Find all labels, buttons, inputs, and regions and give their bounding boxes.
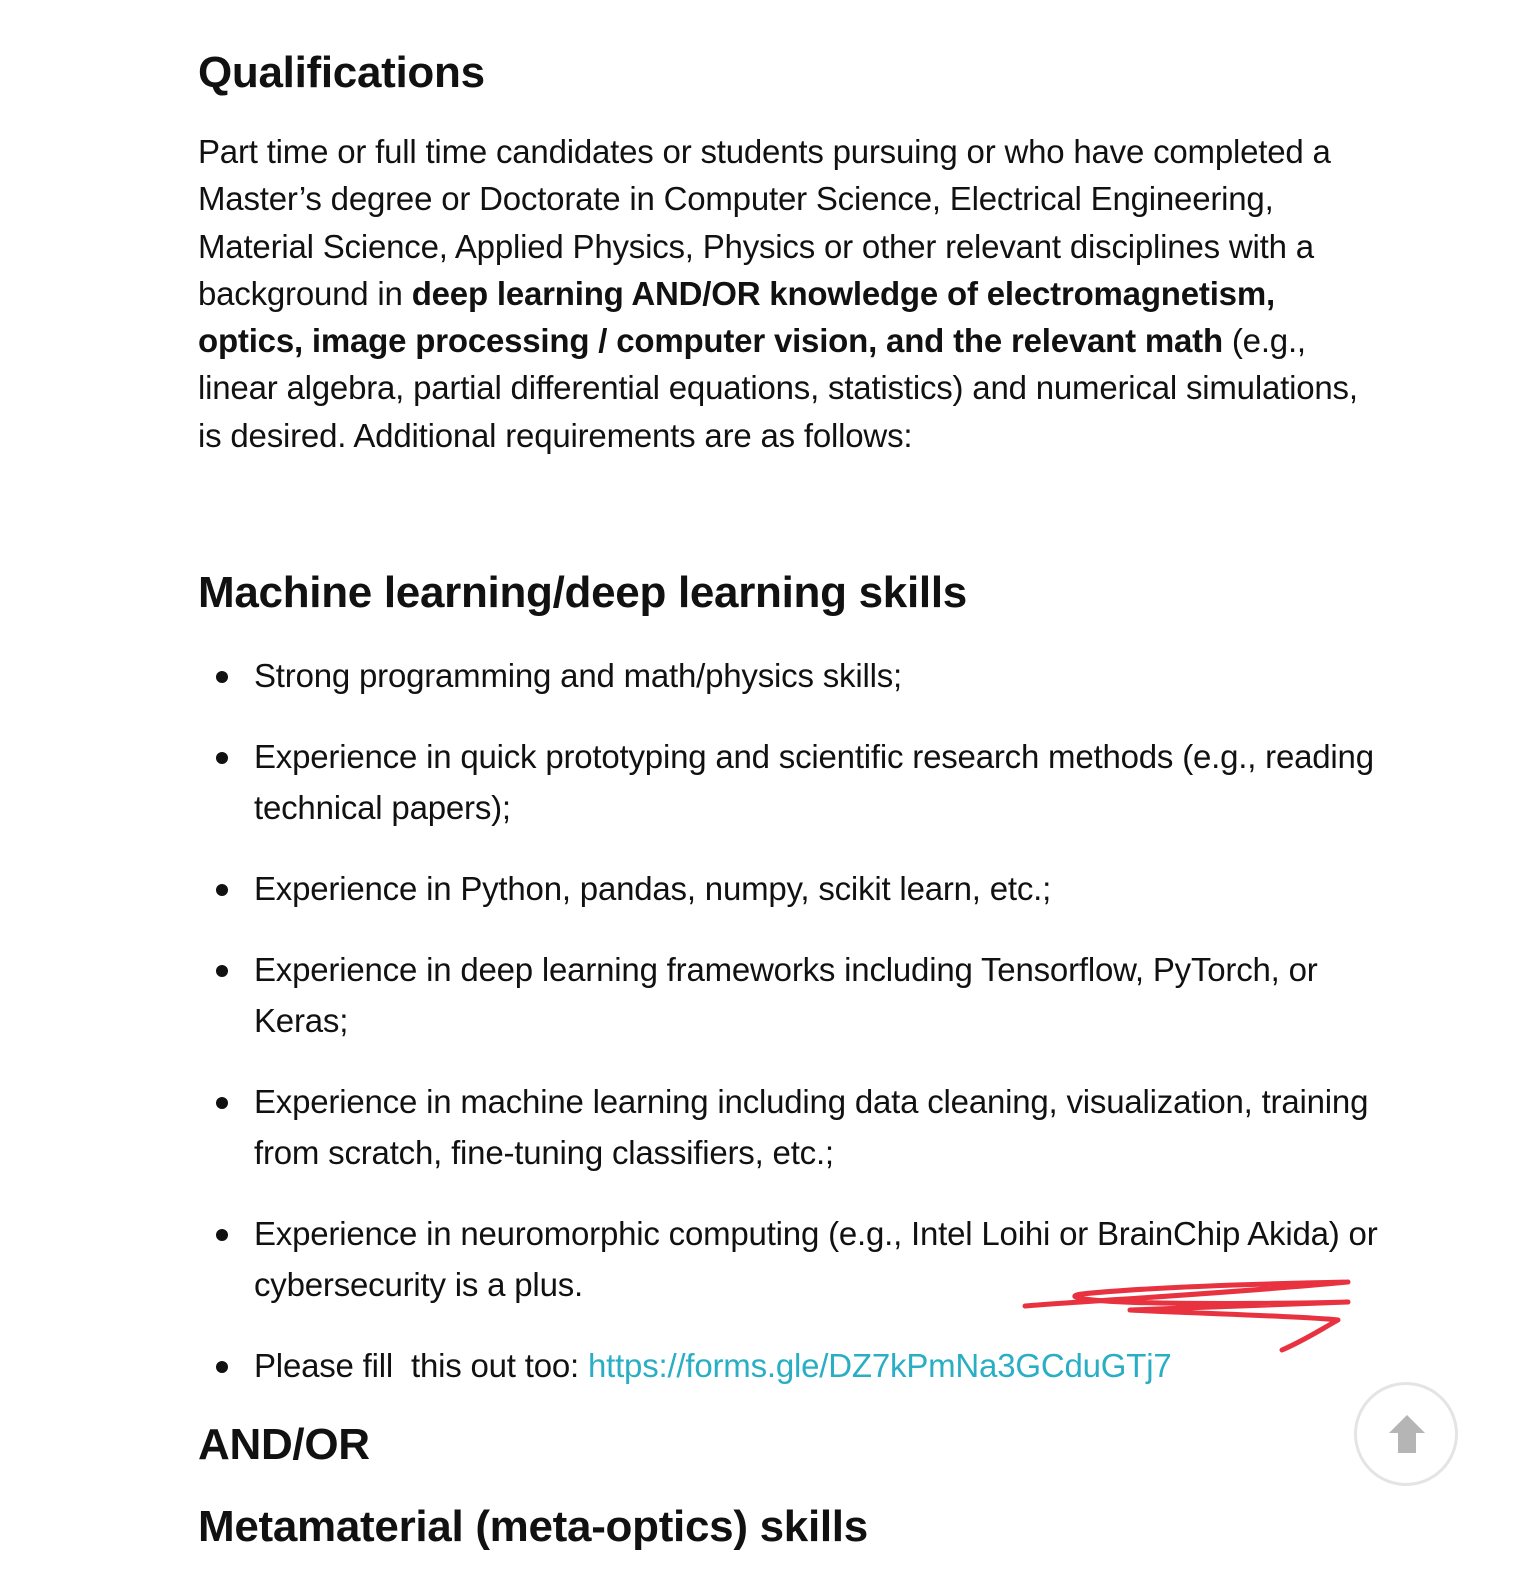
- bullet-icon: [216, 752, 228, 764]
- ml-skills-heading: Machine learning/deep learning skills: [198, 568, 967, 617]
- list-item: [198, 1208, 1378, 1310]
- qualifications-intro: [198, 128, 1378, 459]
- intro-text-start: Part time or full time candidates or students pursuing or who have completed a Master’s degree or Doctorate in Computer Science, Electrical Engineering, Material Science, Applied Physics, Physics or other relevant disciplines with a background in: [198, 133, 1331, 312]
- ml-skills-list: [198, 650, 1378, 1421]
- list-item-text: Experience in machine learning including data cleaning, visualization, training from scratch, fine-tuning classifiers, etc.;: [254, 1083, 1369, 1171]
- form-prompt: Please fill this out too:: [254, 1347, 588, 1384]
- scroll-to-top-button[interactable]: [1354, 1382, 1458, 1486]
- bullet-icon: [216, 965, 228, 977]
- list-item-text: Experience in Python, pandas, numpy, scikit learn, etc.;: [254, 870, 1052, 907]
- bullet-icon: [216, 671, 228, 683]
- bullet-icon: [216, 1229, 228, 1241]
- list-item: [198, 1076, 1378, 1178]
- form-link[interactable]: https://forms.gle/DZ7kPmNa3GCduGTj7: [587, 1347, 1172, 1384]
- list-item-form: [198, 1340, 1378, 1391]
- qualifications-heading: Qualifications: [198, 48, 485, 97]
- list-item: [198, 863, 1378, 914]
- bullet-icon: [216, 1097, 228, 1109]
- andor-heading: AND/OR: [198, 1420, 370, 1469]
- arrow-up-icon: [1387, 1413, 1427, 1455]
- intro-text-end: (e.g., linear algebra, partial differential equations, statistics) and numerical simulations, is desired. Additional requirements are as follows:: [198, 322, 1358, 454]
- list-item-text: Experience in quick prototyping and scientific research methods (e.g., reading technical papers);: [254, 738, 1374, 826]
- list-item: [198, 650, 1378, 701]
- bullet-icon: [216, 1361, 228, 1373]
- list-item: [198, 731, 1378, 833]
- intro-text-bold: deep learning AND/OR knowledge of electromagnetism, optics, image processing / computer vision, and the relevant math: [198, 274, 1275, 360]
- list-item-text: Experience in neuromorphic computing (e.g., Intel Loihi or BrainChip Akida) or cybersecurity is a plus.: [254, 1215, 1378, 1303]
- list-item-text: Strong programming and math/physics skills;: [254, 657, 903, 694]
- metamaterial-skills-heading: Metamaterial (meta-optics) skills: [198, 1502, 868, 1551]
- list-item: [198, 944, 1378, 1046]
- bullet-icon: [216, 884, 228, 896]
- list-item-text: [254, 1340, 1378, 1391]
- list-item-text: Experience in deep learning frameworks including Tensorflow, PyTorch, or Keras;: [254, 951, 1318, 1039]
